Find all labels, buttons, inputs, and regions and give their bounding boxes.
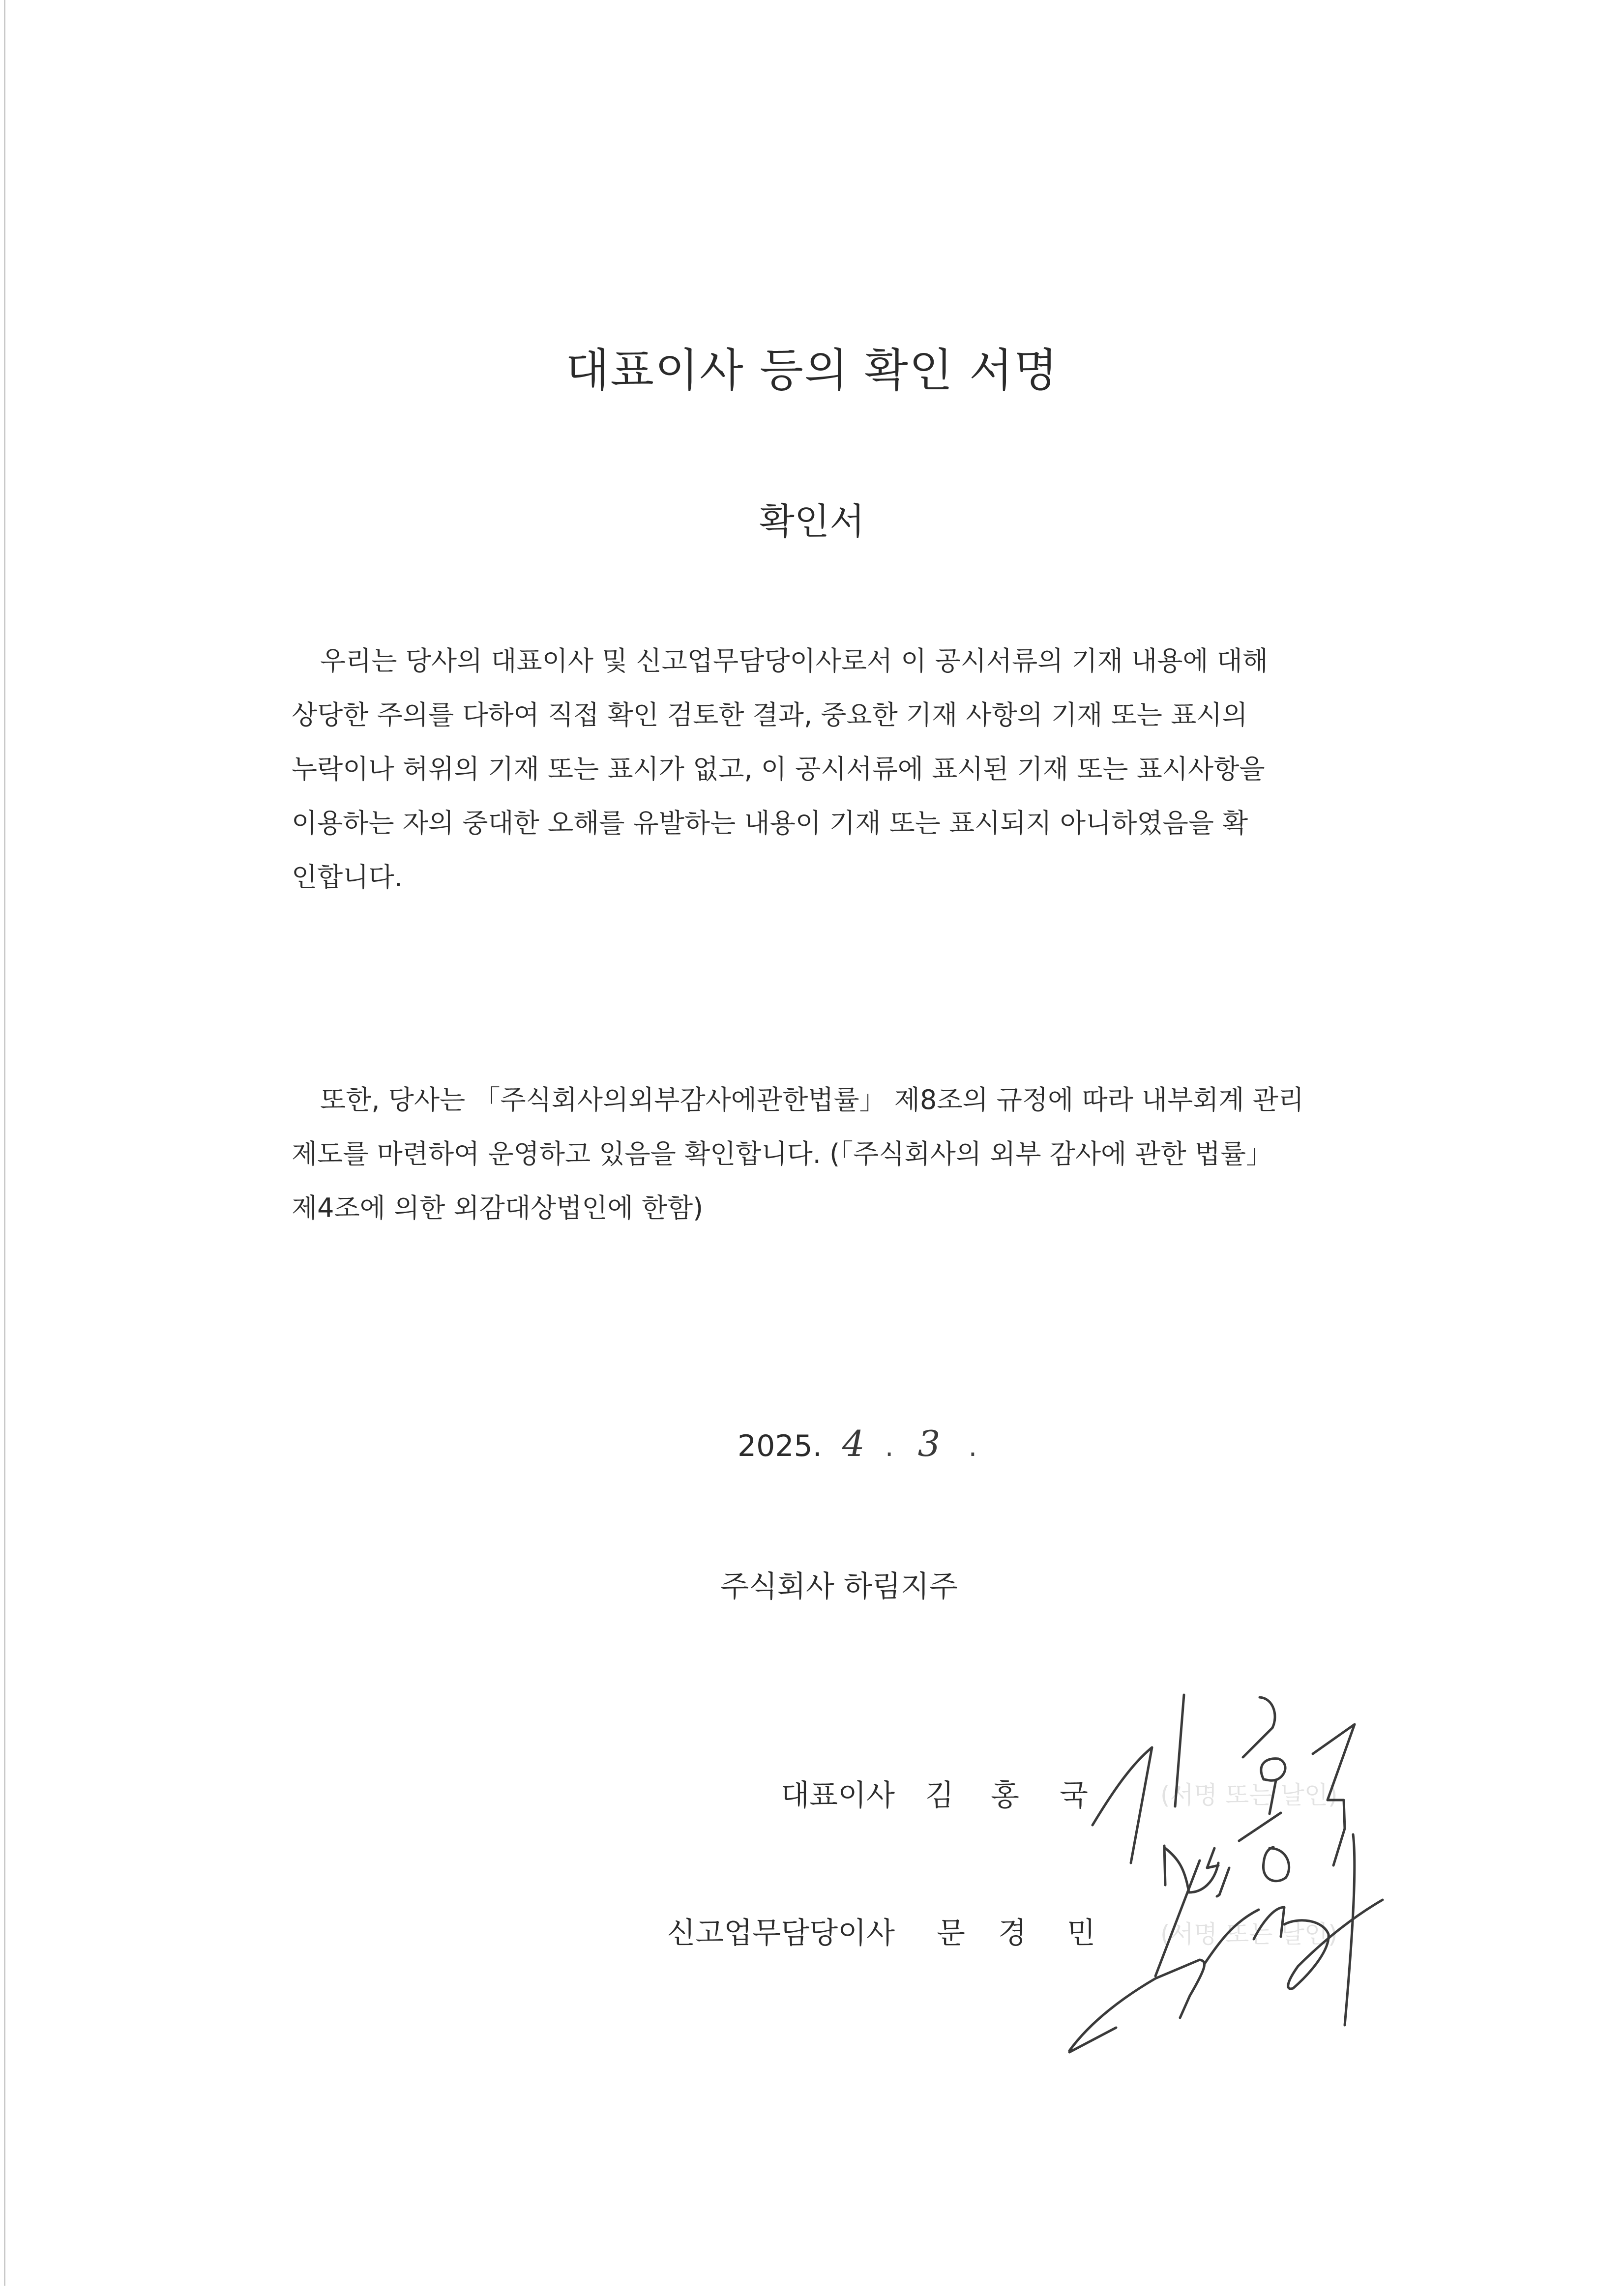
signer-name-char: 김 — [925, 1778, 954, 1813]
signer-name-char: 국 — [1060, 1778, 1088, 1813]
paragraph-line: 제도를 마련하여 운영하고 있음을 확인합니다. (「주식회사의 외부 감사에 관한 법률」 — [292, 1138, 1273, 1169]
signer-name-char: 문 — [937, 1916, 965, 1950]
paragraph-line: 인합니다. — [292, 862, 403, 893]
internal-control-paragraph — [292, 1073, 1324, 1235]
date-separator: . — [885, 1431, 894, 1463]
signer-ceo — [698, 1772, 895, 1811]
date-day-handwritten: 3 — [917, 1423, 941, 1464]
document-title: 대표이사 등의 확인 서명 — [565, 344, 1059, 397]
officer-signature-icon — [1069, 1848, 1383, 2052]
confirmation-paragraph — [292, 634, 1324, 904]
date-year: 2025. — [738, 1429, 822, 1463]
signature-placeholder-hint: (서명 또는 날인) — [1160, 1781, 1338, 1809]
ceo-signature-icon — [1093, 1695, 1355, 2025]
signing-date — [738, 1423, 977, 1464]
document-subtitle: 확인서 — [759, 500, 865, 543]
signer-role: 신고업무담당이사 — [667, 1916, 895, 1950]
paragraph-line: 누락이나 허위의 기재 또는 표시가 없고, 이 공시서류에 표시된 기재 또는 표시사항을 — [292, 754, 1265, 785]
signer-name-char: 홍 — [991, 1778, 1019, 1813]
company-name: 주식회사 하림지주 — [720, 1569, 958, 1604]
signer-disclosure-officer — [667, 1910, 895, 1950]
paragraph-line: 제4조에 의한 외감대상법인에 한함) — [292, 1192, 704, 1223]
date-month-handwritten: 4 — [842, 1423, 865, 1464]
signature-placeholder-hint: (서명 또는 날인) — [1160, 1920, 1338, 1948]
signer-name-char: 경 — [998, 1916, 1027, 1950]
paragraph-line: 우리는 당사의 대표이사 및 신고업무담당이사로서 이 공시서류의 기재 내용에 대해 — [320, 645, 1269, 676]
paragraph-line: 이용하는 자의 중대한 오해를 유발하는 내용이 기재 또는 표시되지 아니하였음을 확 — [292, 808, 1248, 839]
signer-name-char: 민 — [1067, 1916, 1095, 1950]
paragraph-line: 또한, 당사는 「주식회사의외부감사에관한법률」 제8조의 규정에 따라 내부회계 관리 — [320, 1084, 1304, 1115]
paragraph-line: 상당한 주의를 다하여 직접 확인 검토한 결과, 중요한 기재 사항의 기재 또는 표시의 — [292, 699, 1248, 730]
date-separator: . — [968, 1431, 977, 1463]
signer-role: 대표이사 — [781, 1778, 895, 1813]
